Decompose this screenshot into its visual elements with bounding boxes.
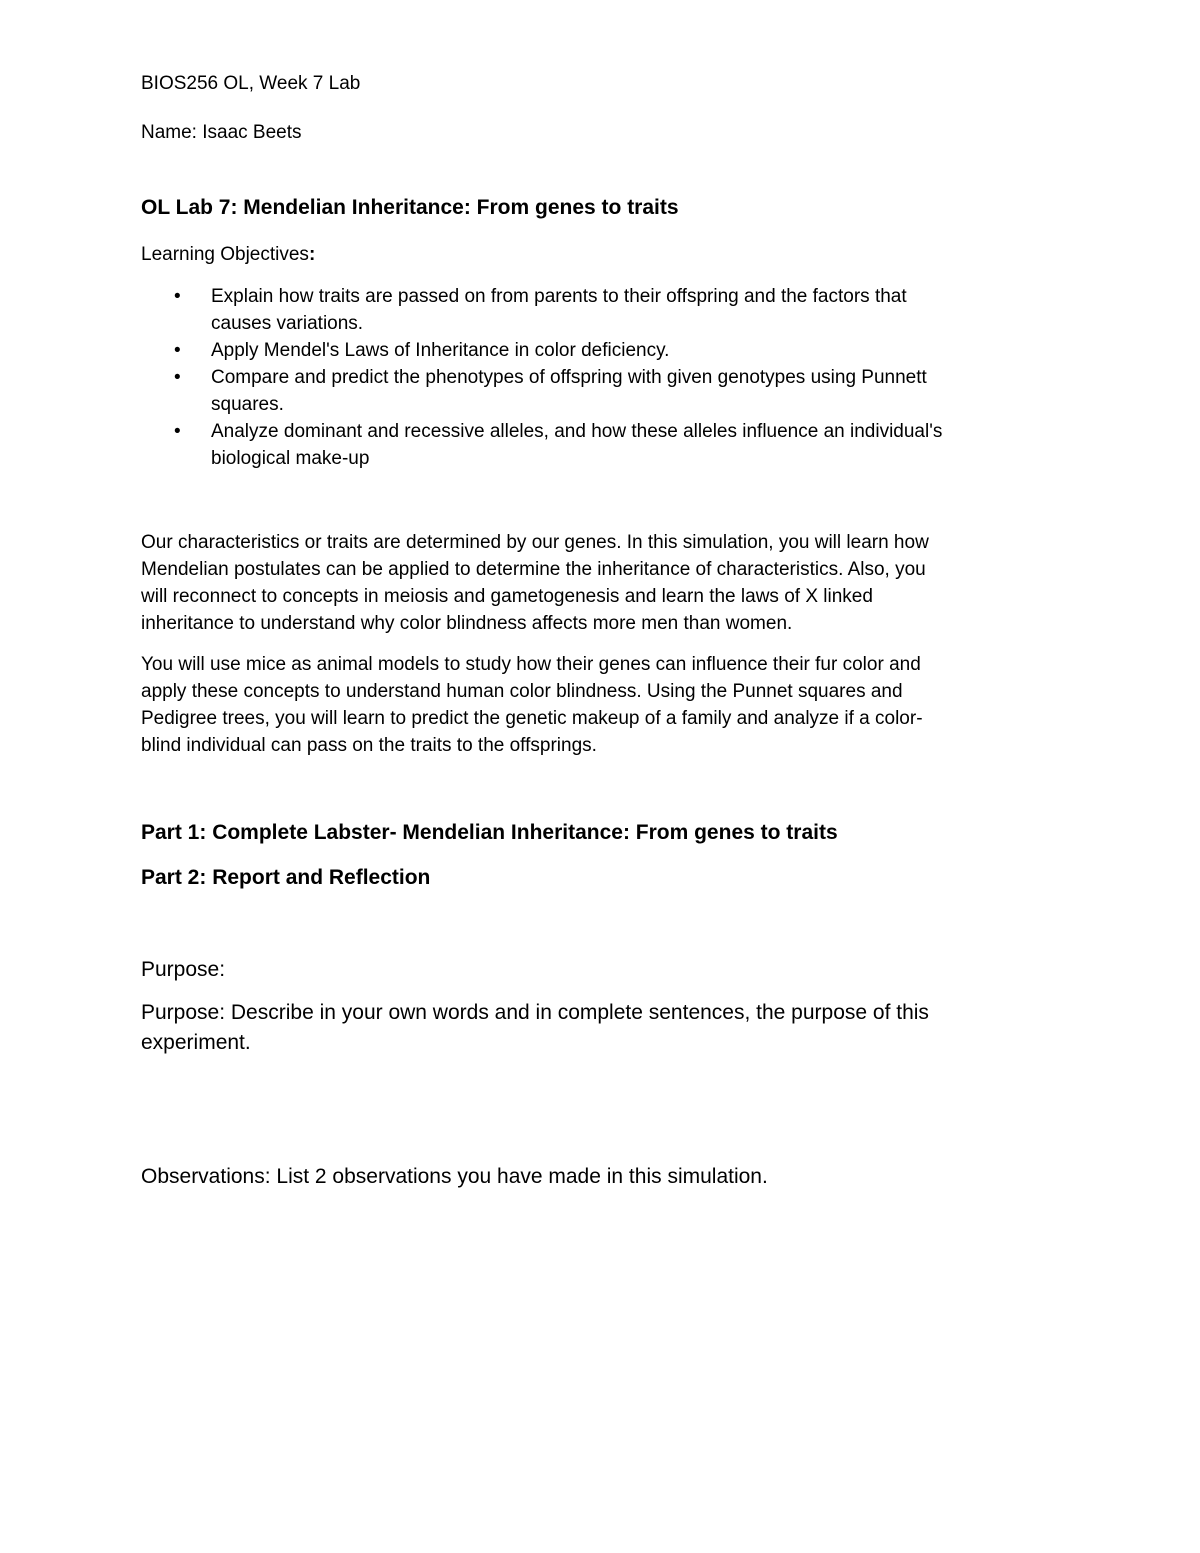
- bullet-icon: •: [174, 367, 181, 388]
- paragraph-line: will reconnect to concepts in meiosis and gametogenesis and learn the laws of X linked: [141, 586, 873, 607]
- objective-line: biological make-up: [211, 448, 370, 469]
- list-item: [141, 337, 1061, 364]
- paragraph-line: You will use mice as animal models to study how their genes can influence their fur color and: [141, 654, 921, 675]
- paragraph-line: Our characteristics or traits are determined by our genes. In this simulation, you will learn how: [141, 532, 929, 553]
- paragraph-line: experiment.: [141, 1031, 251, 1054]
- part2-heading: Part 2: Report and Reflection: [141, 866, 431, 889]
- objective-line: Apply Mendel's Laws of Inheritance in color deficiency.: [211, 340, 670, 361]
- learning-objectives-label-text: Learning Objectives: [141, 244, 309, 265]
- learning-objectives-label: [141, 241, 315, 268]
- objective-line: Explain how traits are passed on from parents to their offspring and the factors that: [211, 286, 907, 307]
- list-item: [141, 418, 1061, 472]
- objective-line: causes variations.: [211, 313, 364, 334]
- intro-paragraph: [141, 651, 1061, 759]
- paragraph-line: apply these concepts to understand human color blindness. Using the Punnet squares and: [141, 681, 903, 702]
- objective-line: Compare and predict the phenotypes of offspring with given genotypes using Punnett: [211, 367, 927, 388]
- list-item: [141, 283, 1061, 337]
- bullet-icon: •: [174, 286, 181, 307]
- learning-objectives-list: [141, 283, 1061, 472]
- bullet-icon: •: [174, 340, 181, 361]
- paragraph-line: Purpose: Describe in your own words and in complete sentences, the purpose of this: [141, 1001, 929, 1024]
- student-name: Name: Isaac Beets: [141, 122, 302, 143]
- paragraph-line: Mendelian postulates can be applied to determine the inheritance of characteristics. Also, you: [141, 559, 926, 580]
- purpose-label: Purpose:: [141, 958, 226, 981]
- learning-objectives-colon: :: [308, 244, 316, 265]
- lab-title: OL Lab 7: Mendelian Inheritance: From genes to traits: [141, 196, 679, 219]
- intro-paragraph: [141, 529, 1061, 637]
- paragraph-line: inheritance to understand why color blindness affects more men than women.: [141, 613, 793, 634]
- paragraph-line: blind individual can pass on the traits to the offsprings.: [141, 735, 597, 756]
- list-item: [141, 364, 1061, 418]
- observations-prompt: Observations: List 2 observations you have made in this simulation.: [141, 1165, 768, 1188]
- objective-line: squares.: [211, 394, 284, 415]
- course-heading: BIOS256 OL, Week 7 Lab: [141, 73, 361, 94]
- part1-heading: Part 1: Complete Labster- Mendelian Inheritance: From genes to traits: [141, 821, 838, 844]
- objective-line: Analyze dominant and recessive alleles, and how these alleles influence an individual's: [211, 421, 943, 442]
- purpose-prompt: [141, 998, 1061, 1058]
- bullet-icon: •: [174, 421, 181, 442]
- paragraph-line: Pedigree trees, you will learn to predict the genetic makeup of a family and analyze if a color-: [141, 708, 923, 729]
